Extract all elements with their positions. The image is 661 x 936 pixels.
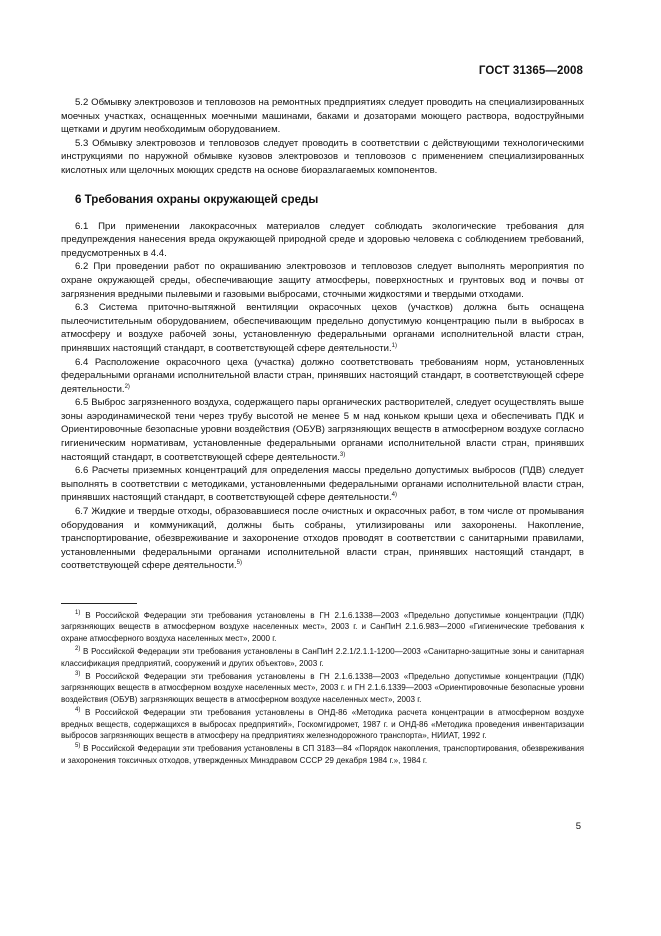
paragraph-text: 6.4 Расположение окрасочного цеха (участка) должно соответствовать требованиям норм, установленных федеральными органами исполнительной власти стран, принявших настоящий стандарт, в соответствующей сфере деятельности. — [61, 356, 584, 395]
paragraph-6-5 — [61, 396, 584, 464]
footnote-ref: 1) — [391, 342, 397, 349]
footnote-ref: 2) — [124, 383, 130, 390]
paragraph-6-4 — [61, 356, 584, 397]
paragraph-text: 6.3 Система приточно-вытяжной вентиляции окрасочных цехов (участков) должна быть оснащена пылеочистительным оборудованием, обеспечивающим предельно допустимую концентрацию пыли в выбросах в атмосферу и воздухе рабочей зоны, установленную федеральными органами исполнительной власти стран, принявших настоящий стандарт, в соответствующей сфере деятельности. — [61, 302, 584, 354]
paragraph-6-3 — [61, 301, 584, 355]
paragraph-6-2 — [61, 260, 584, 301]
paragraph-text: 6.7 Жидкие и твердые отходы, образовавшиеся после очистных и окрасочных работ, в том числе от промывания оборудования и коммуникаций, должны быть собраны, утилизированы или захоронены. Накопление, транспортирование, обезвреживание и захоронение отходов проводят в соответствии с санитарными правилами, установленными федеральными органами исполнительной власти стран, принявших настоящий стандарт, в соответствующей сфере деятельности. — [61, 506, 584, 572]
footnote-2 — [61, 646, 584, 669]
paragraph-5-2: 5.2 Обмывку электровозов и тепловозов на ремонтных предприятиях следует проводить на специализированных моечных участках, оснащенных моечными машинами, баками и дозаторами моющего раствора, водоструйными щетками и другим необходимым оборудованием. — [61, 97, 584, 136]
footnote-3 — [61, 671, 584, 705]
page-number: 5 — [575, 821, 581, 832]
footnote-mark: 4) — [75, 707, 81, 714]
footnote-mark: 3) — [75, 671, 81, 678]
paragraph-6-7 — [61, 505, 584, 573]
paragraph-text: 6.6 Расчеты приземных концентраций для определения массы предельно допустимых выбросов (ПДВ) следует выполнять в соответствии с методиками, установленными федеральными органами исполнительной власти стран, принявших настоящий стандарт, в соответствующей сфере деятельности. — [61, 465, 584, 504]
footnote-mark: 5) — [75, 743, 81, 750]
footnote-mark: 1) — [75, 610, 81, 616]
footnote-ref: 5) — [236, 560, 242, 567]
paragraph-text: 6.5 Выброс загрязненного воздуха, содержащего пары органических растворителей, следует осуществлять выше зоны аэродинамической тени через трубу высотой не менее 5 м над коньком крыши цеха и обеспечивать ПДК и Ориентировочные безопасные уровни воздействия (ОБУВ) загрязняющих веществ в атмосферном воздухе согласно гигиеническим нормативам, установленные федеральными органами исполнительной власти стран, принявших настоящий стандарт, в соответствующей сфере деятельности. — [61, 397, 584, 463]
paragraph-text: 6.1 При применении лакокрасочных материалов следует соблюдать экологические требования для предупреждения нанесения вреда окружающей природной среде и здоровью человека с соблюдением требований, предусмотренных в 4.4. — [61, 220, 584, 259]
page-content — [61, 96, 584, 768]
paragraph-6-1 — [61, 220, 584, 261]
footnote-1 — [61, 610, 584, 644]
footnote-5 — [61, 743, 584, 766]
footnote-divider — [61, 603, 137, 604]
footnote-mark: 2) — [75, 646, 81, 653]
footnote-ref: 3) — [339, 451, 346, 458]
paragraph-text: 6.2 При проведении работ по окрашиванию электровозов и тепловозов следует выполнять мероприятия по охране окружающей среды, обеспечивающие защиту атмосферы, поверхностных и грунтовых вод и почвы от загрязнения вредными пылевыми и газовыми выбросами, сточными жидкостями и твердыми отходами. — [61, 261, 584, 300]
footnote-text: В Российской Федерации эти требования установлены в ГН 2.1.6.1338—2003 «Предельно допустимые концентрации (ПДК) загрязняющих веществ в атмосферном воздухе населенных мест», 2003 г. и ГН 2.1.6.1339—2003 «Ориентировочные безопасные уровни воздействия (ОБУВ) загрязняющих веществ в атмосферном воздухе населенных мест», 2003 г. — [61, 672, 585, 704]
footnote-4 — [61, 707, 584, 741]
footnote-text: В Российской Федерации эти требования установлены в СанПиН 2.2.1/2.1.1-1200—2003 «Санитарно-защитные зоны и санитарная классификация предприятий, сооружений и других объектов», 2003 г. — [61, 647, 585, 668]
footnote-text: В Российской Федерации эти требования установлены в ОНД-86 «Методика расчета концентрации в атмосферном воздухе вредных веществ, содержащихся в выбросах предприятий», Госкомгидромет, 1987 г. и ОНД-86 «Методика проведения инвентаризации выбросов загрязняющих веществ в атмосферу на предприятиях железнодорожного транспорта», НИИАТ, 1992 г. — [61, 708, 584, 741]
paragraph-5-3: 5.3 Обмывку электровозов и тепловозов следует проводить в соответствии с действующими технологическими инструкциями по наружной обмывке кузовов электровозов и тепловозов с применением специализированных кислотных или щелочных моющих средств на основе биоразлагаемых компонентов. — [61, 137, 584, 176]
footnote-ref: 4) — [391, 492, 397, 499]
section-heading: 6 Требования охраны окружающей среды — [75, 192, 319, 206]
footnote-text: В Российской Федерации эти требования установлены в СП 3183—84 «Порядок накопления, транспортирования, обезвреживания и захоронения токсичных отходов, утвержденных Минздравом СССР 29 декабря 1984 г.», 1984 г. — [61, 744, 585, 765]
paragraph-6-6 — [61, 464, 584, 505]
document-code: ГОСТ 31365—2008 — [478, 65, 583, 77]
footnote-text: В Российской Федерации эти требования установлены в ГН 2.1.6.1338—2003 «Предельно допустимые концентрации (ПДК) загрязняющих веществ в атмосферном воздухе населенных мест», 2003 г. и СанПиН 2.1.6.983—2000 «Гигиенические требования к охране атмосферного воздуха населенных мест», 2000 г. — [61, 611, 585, 643]
